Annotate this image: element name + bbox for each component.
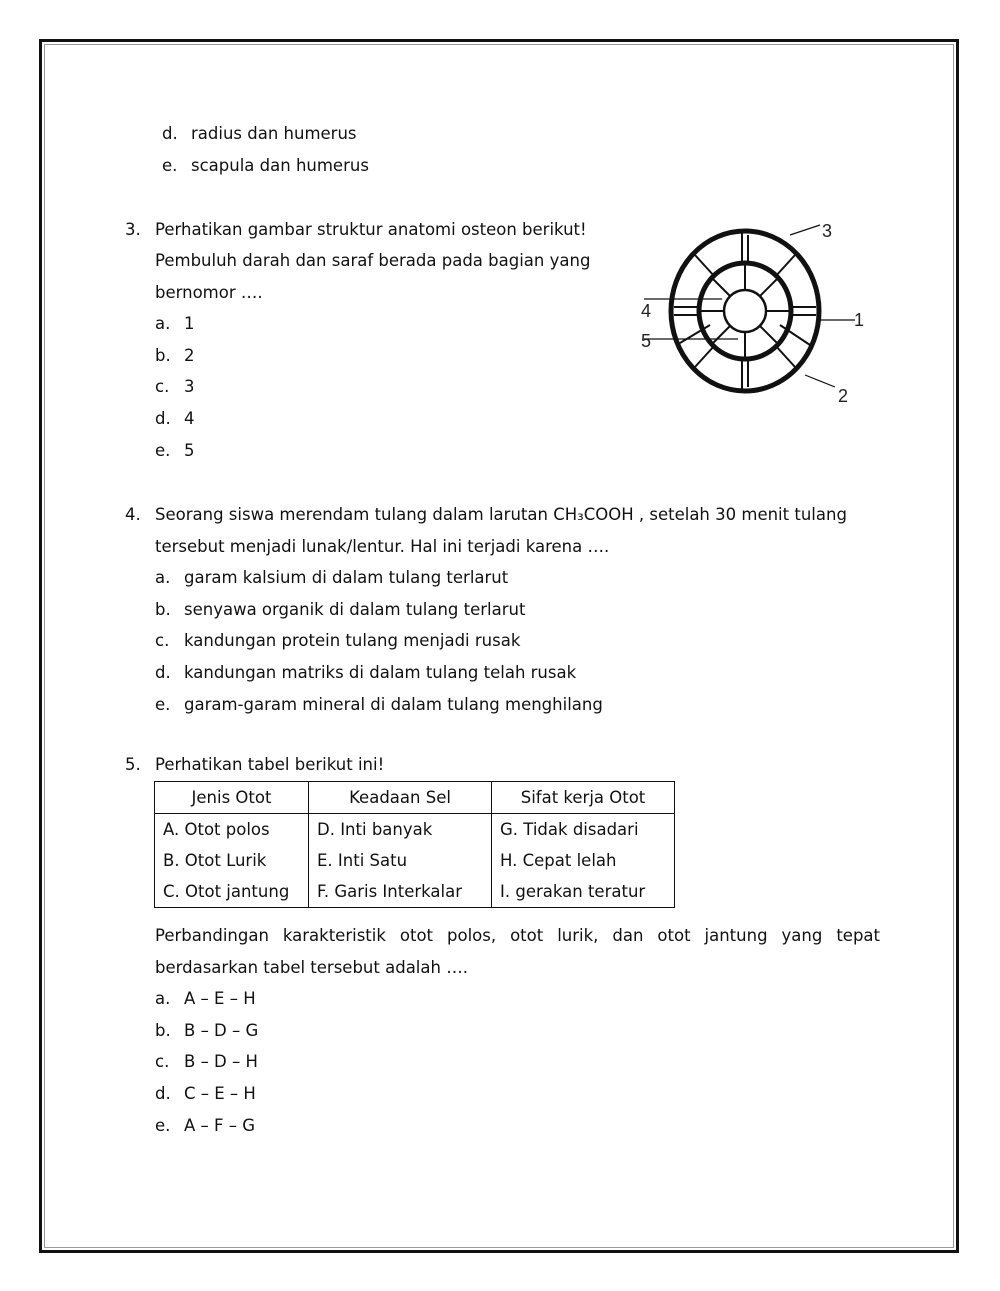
table-cell: H. Cepat lelah <box>492 845 675 876</box>
option-text: 3 <box>184 377 195 397</box>
option-text: A – F – G <box>184 1115 256 1135</box>
option-text: 5 <box>184 440 195 460</box>
option-text: 4 <box>184 409 195 429</box>
table-header: Jenis Otot <box>155 782 309 814</box>
figure-label-3: 3 <box>822 221 833 241</box>
figure-label-1: 1 <box>854 310 865 330</box>
question-text: Perhatikan gambar struktur anatomi osteon berikut! <box>155 220 587 239</box>
option-letter: a. <box>155 568 171 587</box>
option-letter: d. <box>162 124 178 143</box>
question-text: Pembuluh darah dan saraf berada pada bagian yang <box>155 251 591 270</box>
option-text: kandungan matriks di dalam tulang telah rusak <box>184 663 577 683</box>
table-cell: I. gerakan teratur <box>492 876 675 908</box>
option-letter: a. <box>155 314 171 333</box>
table-row <box>155 876 675 908</box>
question-number: 5. <box>125 755 141 774</box>
question-text: tersebut menjadi lunak/lentur. Hal ini terjadi karena …. <box>155 537 610 556</box>
option-text: senyawa organik di dalam tulang terlarut <box>184 599 526 619</box>
option-text: C – E – H <box>184 1084 256 1104</box>
figure-label-4: 4 <box>641 301 652 321</box>
option-text: kandungan protein tulang menjadi rusak <box>184 631 521 651</box>
figure-label-2: 2 <box>838 386 849 406</box>
option-letter: e. <box>155 694 171 714</box>
option-text: scapula dan humerus <box>191 156 369 175</box>
table-cell: B. Otot Lurik <box>155 845 309 876</box>
question-text: berdasarkan tabel tersebut adalah …. <box>155 958 468 977</box>
table-cell: G. Tidak disadari <box>492 814 675 846</box>
option-text: 1 <box>184 314 195 333</box>
muscle-table <box>154 781 675 908</box>
option-letter: c. <box>155 631 170 651</box>
table-header: Sifat kerja Otot <box>492 782 675 814</box>
option-text: B – D – H <box>184 1052 258 1072</box>
option-letter: d. <box>155 1084 171 1104</box>
table-cell: F. Garis Interkalar <box>309 876 492 908</box>
osteon-diagram <box>630 215 870 410</box>
figure-label-5: 5 <box>641 331 652 351</box>
option-text: garam kalsium di dalam tulang terlarut <box>184 568 509 587</box>
table-cell: C. Otot jantung <box>155 876 309 908</box>
option-letter: e. <box>155 1115 171 1135</box>
option-text: A – E – H <box>184 989 256 1008</box>
option-letter: b. <box>155 1020 171 1040</box>
option-letter: d. <box>155 663 171 683</box>
option-text: B – D – G <box>184 1020 259 1040</box>
table-header: Keadaan Sel <box>309 782 492 814</box>
option-letter: c. <box>155 377 170 397</box>
table-cell: D. Inti banyak <box>309 814 492 846</box>
option-letter: b. <box>155 599 171 619</box>
table-cell: E. Inti Satu <box>309 845 492 876</box>
question-number: 4. <box>125 505 141 524</box>
question-text: Seorang siswa merendam tulang dalam larutan CH₃COOH , setelah 30 menit tulang <box>155 505 847 524</box>
table-row <box>155 845 675 876</box>
table-cell: A. Otot polos <box>155 814 309 846</box>
question-text: Perbandingan karakteristik otot polos, otot lurik, dan otot jantung yang tepat <box>155 926 880 945</box>
table-row <box>155 814 675 846</box>
question-text: Perhatikan tabel berikut ini! <box>155 755 385 774</box>
option-letter: a. <box>155 989 171 1008</box>
option-letter: c. <box>155 1052 170 1072</box>
question-text: bernomor …. <box>155 283 263 302</box>
option-letter: d. <box>155 409 171 429</box>
question-number: 3. <box>125 220 141 239</box>
option-text: radius dan humerus <box>191 124 357 143</box>
option-text: 2 <box>184 345 195 365</box>
option-letter: b. <box>155 345 171 365</box>
option-text: garam-garam mineral di dalam tulang menghilang <box>184 694 603 714</box>
option-letter: e. <box>162 156 178 175</box>
option-letter: e. <box>155 440 171 460</box>
